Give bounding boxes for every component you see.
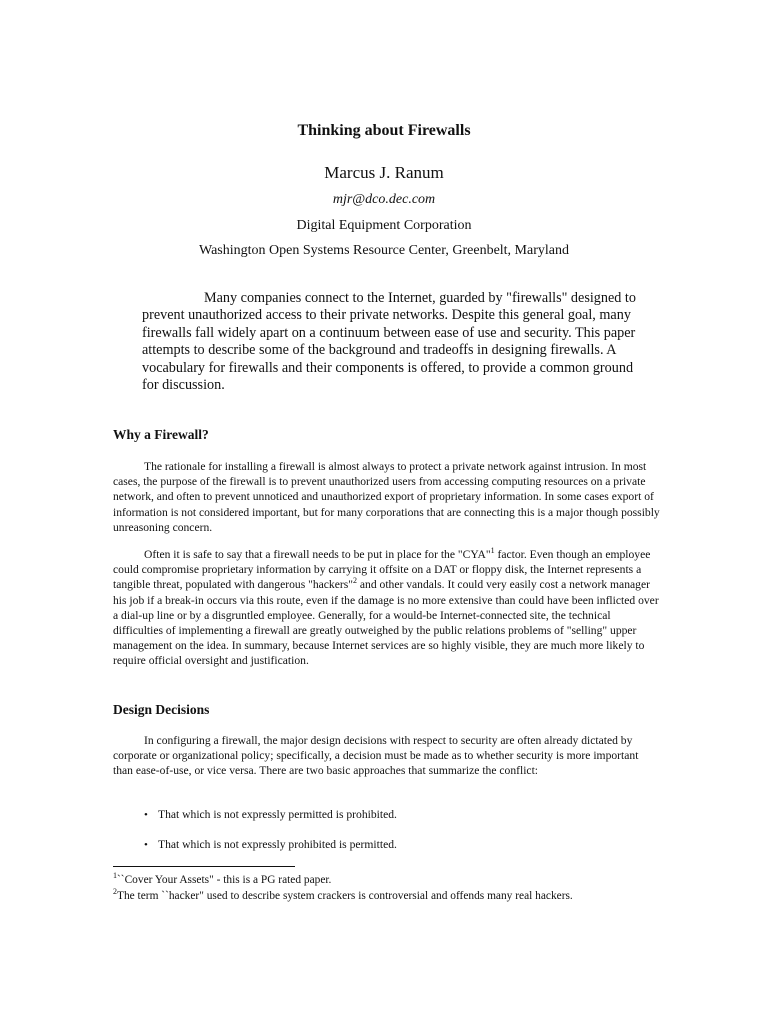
abstract-paragraph: Many companies connect to the Internet, guarded by "firewalls" designed to prevent unauthorized access to their private networks. Despite this general goal, many firewalls fall widely apart on a continuum between ease of use and security. This paper attempts to describe some of the background and tradeoffs in designing firewalls. A vocabulary for firewalls and their components is offered, to provide a common ground for discussion.: [142, 290, 636, 394]
paragraph-text: Often it is safe to say that a firewall needs to be put in place for the "CYA": [144, 548, 491, 561]
footnote-text: The term ``hacker" used to describe system crackers is controversial and offends many real hackers.: [117, 890, 573, 902]
footnotes: [113, 872, 673, 904]
paper-title: Thinking about Firewalls: [297, 122, 471, 139]
footnote-text: ``Cover Your Assets" - this is a PG rated paper.: [117, 874, 332, 886]
bullet-icon: •: [144, 839, 148, 851]
body-paragraph: In configuring a firewall, the major design decisions with respect to security are often already dictated by corporate or organizational policy; specifically, a decision must be made as to whether security is more important than ease-of-use, or vice versa. There are two basic approaches that summarize the conflict:: [113, 734, 639, 778]
author-name: Marcus J. Ranum: [324, 163, 444, 182]
footnote-1: [113, 872, 673, 888]
footnote-mark: 1: [113, 871, 117, 881]
footnote-divider: [113, 866, 295, 867]
bullet-icon: •: [144, 809, 148, 821]
approach-list: [113, 807, 661, 867]
list-item: [113, 837, 661, 867]
paragraph-text: and other vandals. It could very easily cost a network manager his job if a break-in occurs via this route, even if the damage is no more extensive than could have been inflicted over a dial-up line or by a disgruntled employee. Generally, for a would-be Internet-connected site, the technical difficulties of implementing a firewall are greatly outweighed by the public relations problems of "selling" upper management on the idea. In summary, because Internet services are so highly visible, they are much more likely to require official oversight and justification.: [113, 578, 659, 668]
section-heading-why-firewall: Why a Firewall?: [113, 427, 209, 442]
author-organization: Digital Equipment Corporation: [296, 218, 472, 233]
body-paragraph-cya: [113, 547, 661, 669]
body-paragraph: The rationale for installing a firewall is almost always to protect a private network against intrusion. In most cases, the purpose of the firewall is to prevent unauthorized users from accessing computing resources on a private network, and often to prevent unnoticed and unauthorized export of proprietary information. In some cases export of information is not considered important, but for many corporations that are connecting this is a major though possibly unreasoning concern.: [113, 460, 660, 534]
footnote-ref-1: 1: [490, 546, 495, 556]
section-heading-design-decisions: Design Decisions: [113, 702, 210, 717]
paragraph-text: factor. Even though an employee could compromise proprietary information by carrying it offsite on a DAT or floppy disk, the Internet represents a tangible threat, populated with dangerous "hackers": [113, 548, 651, 592]
author-email: mjr@dco.dec.com: [332, 192, 436, 207]
footnote-ref-2: 2: [352, 576, 357, 586]
list-item-text: That which is not expressly permitted is prohibited.: [158, 808, 397, 821]
list-item: [113, 807, 661, 837]
footnote-2: [113, 888, 673, 904]
list-item-text: That which is not expressly prohibited is permitted.: [158, 838, 397, 851]
author-location: Washington Open Systems Resource Center, Greenbelt, Maryland: [198, 243, 569, 258]
footnote-mark: 2: [113, 887, 117, 897]
